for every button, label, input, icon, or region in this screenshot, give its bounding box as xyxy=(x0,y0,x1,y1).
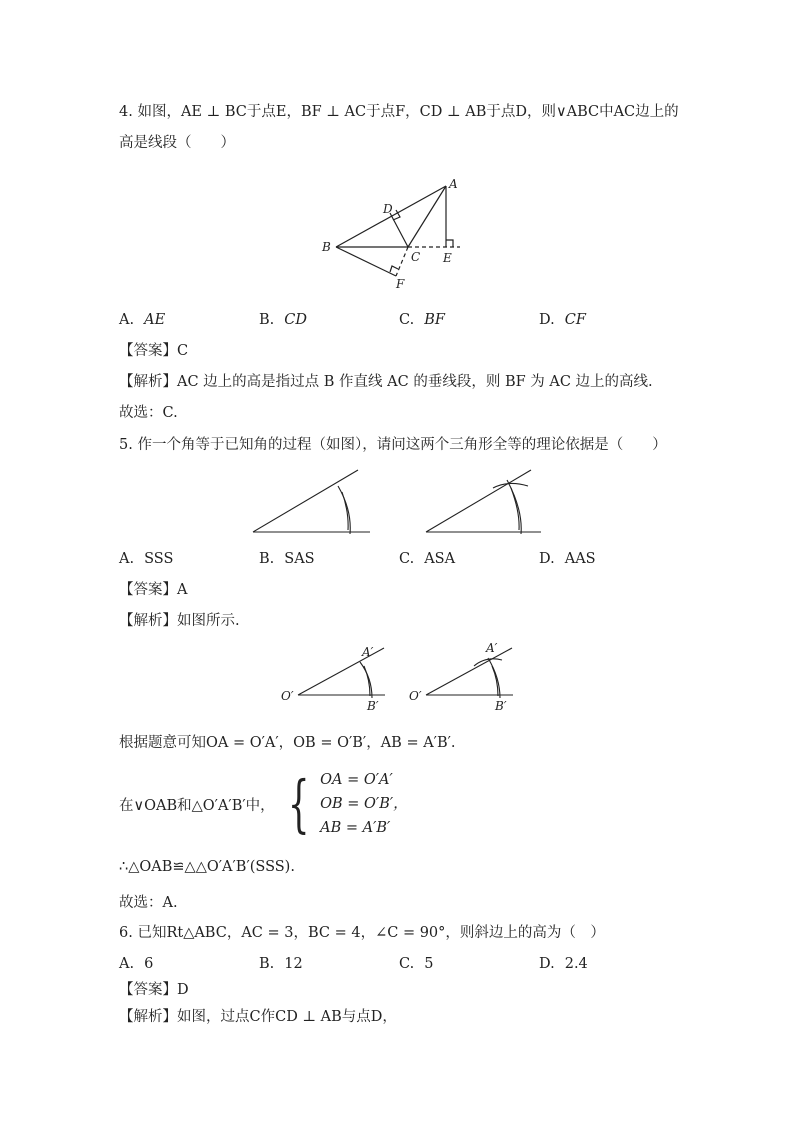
q6-options xyxy=(119,954,679,974)
equation-3: AB = A′B′ xyxy=(320,820,391,836)
segment-bf xyxy=(336,247,396,276)
equation-2: OB = O′B′， xyxy=(320,796,408,812)
q6-analysis: 【解析】如图，过点C作CD ⊥ AB与点D， xyxy=(119,1009,397,1025)
q4-option-a: A. AE xyxy=(119,312,166,328)
q5-system-block xyxy=(119,768,408,840)
segment-ba xyxy=(336,186,446,247)
q5-figure-left xyxy=(250,468,375,538)
q6-stem: 6. 已知Rt△ABC，AC = 3，BC = 4，∠C = 90°，则斜边上的高为（ ） xyxy=(119,925,605,941)
q5-options xyxy=(119,549,679,569)
segment-dc xyxy=(390,213,408,247)
q6-option-c: C. 5 xyxy=(399,956,434,972)
q4-options xyxy=(119,310,679,330)
q6-option-a: A. 6 xyxy=(119,956,154,972)
label-b: B xyxy=(322,240,331,254)
right-angle-mark-f xyxy=(390,266,398,272)
label-c: C xyxy=(411,250,421,264)
q4-option-c: C. BF xyxy=(399,312,445,328)
q4-stem-line1: 4. 如图，AE ⊥ BC于点E，BF ⊥ AC于点F，CD ⊥ AB于点D，则∨ABC中AC边上的 xyxy=(119,104,679,120)
q4-analysis: 【解析】AC 边上的高是指过点 B 作直线 AC 的垂线段，则 BF 为 AC 边上的高线. xyxy=(119,374,653,390)
q4-figure xyxy=(310,170,480,295)
q5-option-b: B. SAS xyxy=(259,551,315,567)
q4-answer: 【答案】C xyxy=(119,343,189,359)
label-a-prime-right: A′ xyxy=(486,641,498,655)
right-angle-mark-e xyxy=(446,240,453,247)
segment-ca xyxy=(408,186,446,247)
q4-stem-line2: 高是线段（ ） xyxy=(119,135,235,151)
q5-option-d: D. AAS xyxy=(539,551,596,567)
q6-option-b: B. 12 xyxy=(259,956,303,972)
q4-option-b: B. CD xyxy=(259,312,307,328)
q4-conclusion: 故选：C. xyxy=(119,405,178,421)
label-a-prime-left: A′ xyxy=(362,645,374,659)
label-b-prime-right: B′ xyxy=(495,699,507,713)
label-a: A xyxy=(449,177,458,191)
q5-analysis: 【解析】如图所示. xyxy=(119,613,240,629)
label-b-prime-left: B′ xyxy=(367,699,379,713)
q5-equation-system xyxy=(320,768,408,840)
q5-solution-figure-right xyxy=(408,640,528,715)
q6-answer: 【答案】D xyxy=(119,982,189,998)
q4-option-d: D. CF xyxy=(539,312,586,328)
equation-1: OA = O′A′ xyxy=(320,772,393,788)
label-e: E xyxy=(443,251,452,265)
q5-therefore: ∴△OAB≌△△O′A′B′(SSS). xyxy=(119,859,295,875)
q5-answer: 【答案】A xyxy=(119,582,188,598)
q5-option-c: C. ASA xyxy=(399,551,456,567)
q5-known-equalities: 根据题意可知OA = O′A′，OB = O′B′，AB = A′B′. xyxy=(119,735,456,751)
q5-conclusion: 故选：A. xyxy=(119,895,178,911)
q5-option-a: A. SSS xyxy=(119,551,174,567)
segment-cf-extension xyxy=(396,247,408,276)
label-d: D xyxy=(383,202,393,216)
q5-solution-figure-left xyxy=(280,640,400,715)
label-f: F xyxy=(396,277,405,291)
label-o-prime-left: O′ xyxy=(281,689,294,703)
q5-in-triangles: 在∨OAB和△O′A′B′中， xyxy=(119,797,275,814)
q6-option-d: D. 2.4 xyxy=(539,956,588,972)
system-brace: { xyxy=(287,767,310,840)
q5-stem: 5. 作一个角等于已知角的过程（如图），请问这两个三角形全等的理论依据是（ ） xyxy=(119,437,667,453)
q5-figure-right xyxy=(423,468,548,538)
label-o-prime-right: O′ xyxy=(409,689,422,703)
